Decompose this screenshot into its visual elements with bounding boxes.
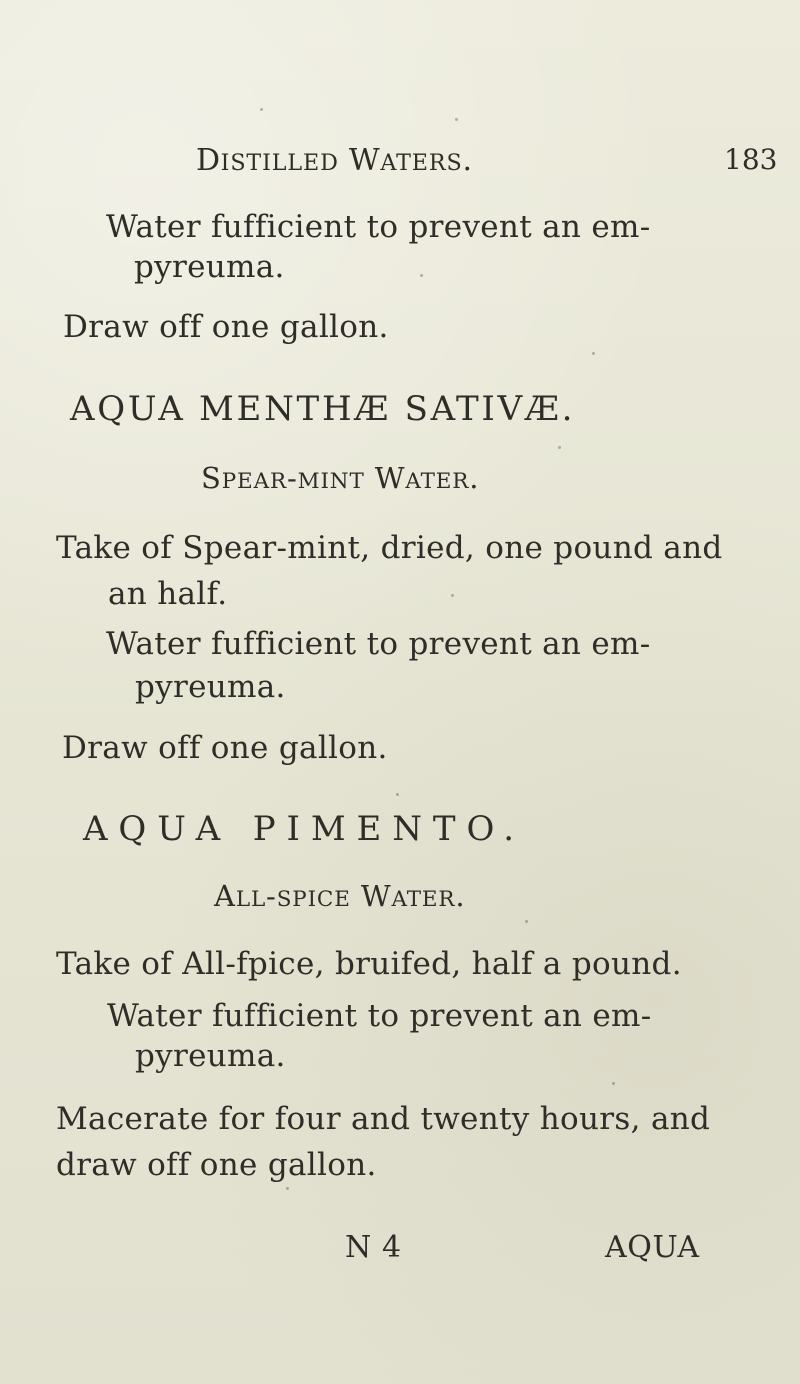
text-line: pyreuma.	[135, 1038, 286, 1074]
paper-speck	[260, 108, 263, 111]
text-line: Water fufficient to prevent an em-	[106, 209, 651, 245]
text-line: Take of Spear-mint, dried, one pound and	[56, 530, 723, 566]
paper-speck	[451, 594, 454, 597]
text-line: Water fufficient to prevent an em-	[106, 626, 651, 662]
paper-speck	[396, 793, 399, 796]
running-header: DISTILLED WATERS.	[196, 143, 473, 178]
paper-speck	[420, 274, 423, 277]
paper-speck	[592, 352, 595, 355]
signature-mark: N 4	[345, 1230, 402, 1265]
text-line: an half.	[108, 576, 228, 612]
text-line: pyreuma.	[134, 249, 285, 285]
text-line: Take of All-fpice, bruifed, half a pound.	[56, 946, 682, 982]
recipe-title: AQUA MENTHÆ SATIVÆ.	[70, 389, 576, 429]
recipe-subtitle: SPEAR-MINT WATER.	[201, 461, 480, 495]
text-line: Macerate for four and twenty hours, and	[56, 1101, 711, 1137]
text-line: pyreuma.	[135, 669, 286, 705]
recipe-title: AQUA PIMENTO.	[83, 809, 525, 849]
catchword: AQUA	[605, 1230, 700, 1265]
paper-speck	[612, 1082, 615, 1085]
recipe-subtitle: ALL-SPICE WATER.	[214, 879, 466, 913]
text-line: Water fufficient to prevent an em-	[107, 998, 652, 1034]
page-number: 183	[724, 143, 778, 176]
paper-speck	[525, 920, 528, 923]
paper-speck	[558, 446, 561, 449]
paper-speck	[286, 1187, 289, 1190]
text-line: Draw off one gallon.	[62, 730, 388, 766]
paper-speck	[455, 118, 458, 121]
text-line: Draw off one gallon.	[63, 309, 389, 345]
text-line: draw off one gallon.	[56, 1147, 377, 1183]
